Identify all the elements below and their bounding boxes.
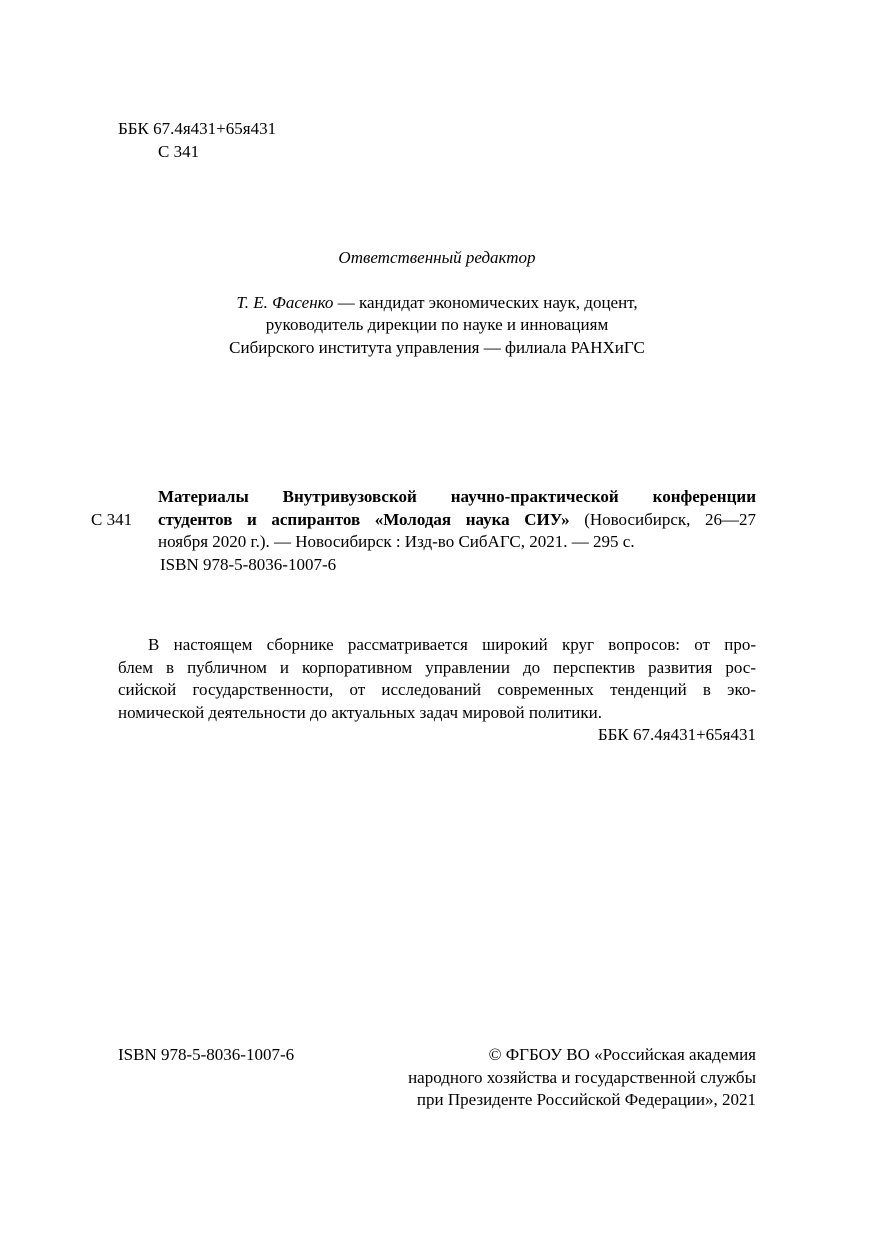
copyright <box>330 1044 756 1112</box>
editor-name: Т. Е. Фасенко <box>236 292 334 312</box>
abstract <box>118 634 756 747</box>
abstract-line-1: В настоящем сборнике рассматривается широкий круг вопросов: от про- <box>148 635 756 654</box>
editor-heading: Ответственный редактор <box>338 248 536 267</box>
copyright-line-1: © ФГБОУ ВО «Российская академия <box>488 1045 756 1064</box>
bbk-classification: ББК 67.4я431+65я431 <box>118 119 277 138</box>
catalog-imprint: ноября 2020 г.). — Новосибирск : Изд-во СибАГС, 2021. — 295 с. <box>158 532 635 551</box>
catalog-entry <box>158 486 756 576</box>
editor-credentials: — кандидат экономических наук, доцент, <box>333 292 638 312</box>
copyright-line-2: народного хозяйства и государственной службы <box>408 1067 756 1087</box>
editor-line-2: руководитель дирекции по науке и инновациям <box>265 315 609 334</box>
catalog-title-line-1: Материалы Внутривузовской научно-практической конференции <box>158 487 756 506</box>
footer-isbn: ISBN 978-5-8036-1007-6 <box>118 1045 295 1064</box>
editor-line-1 <box>118 292 756 315</box>
catalog-title-line-2 <box>158 509 756 532</box>
catalog-code: С 341 <box>91 510 133 529</box>
catalog-isbn: ISBN 978-5-8036-1007-6 <box>160 554 337 574</box>
author-code: С 341 <box>158 142 200 161</box>
editor-block <box>118 247 756 359</box>
abstract-line-4: номической деятельности до актуальных задач мировой политики. <box>118 702 602 722</box>
copyright-line-3: при Президенте Российской Федерации», 2021 <box>416 1090 756 1109</box>
catalog-title-bold: студентов и аспирантов «Молодая наука СИУ» <box>158 509 570 529</box>
abstract-line-2: блем в публичном и корпоративном управлении до перспектив развития рос- <box>118 657 756 677</box>
abstract-line-3: сийской государственности, от исследований современных тенденций в эко- <box>118 680 756 699</box>
catalog-place-date: (Новосибирск, 26—27 <box>569 509 756 529</box>
abstract-bbk: ББК 67.4я431+65я431 <box>597 725 756 744</box>
editor-line-3: Сибирского института управления — филиала РАНХиГС <box>229 337 645 357</box>
